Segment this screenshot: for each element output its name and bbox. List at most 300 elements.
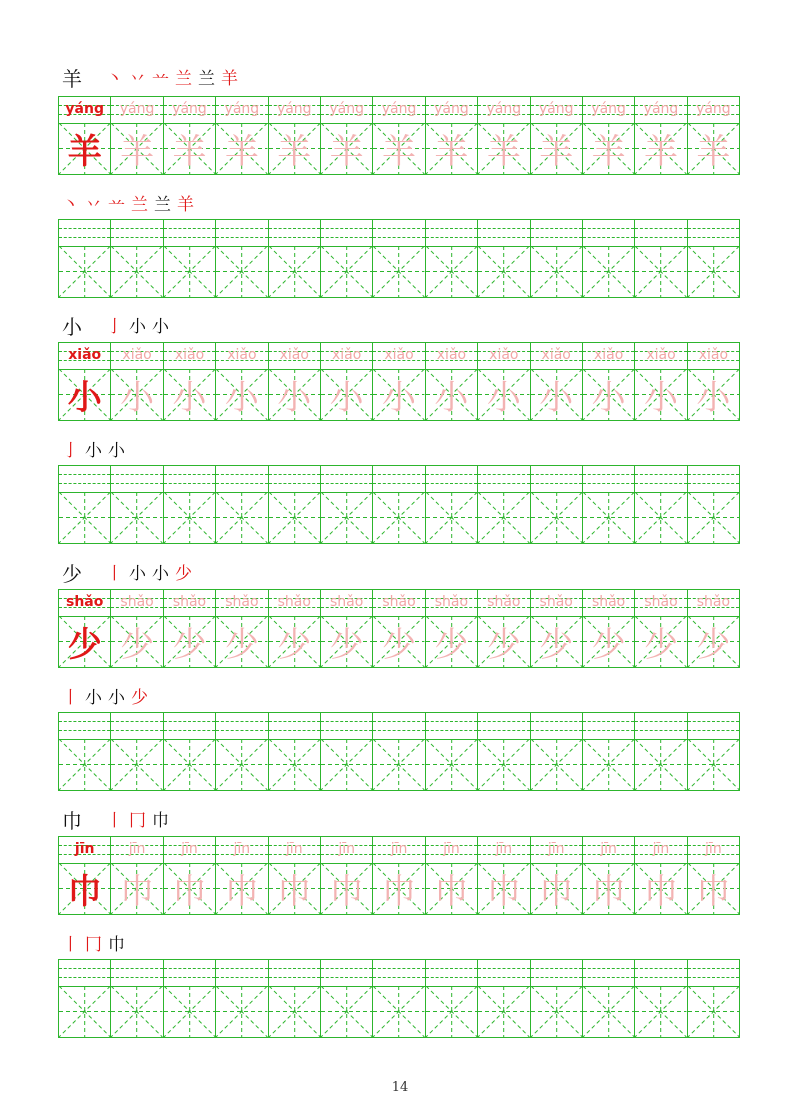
pinyin-zone	[321, 97, 372, 124]
mi-grid	[635, 369, 686, 420]
practice-grid-jin[interactable]	[58, 959, 740, 1038]
stroke-step: 冂	[85, 935, 102, 955]
mi-grid	[478, 369, 529, 420]
pinyin-trace: jīn	[233, 841, 251, 857]
tracing-cell	[426, 343, 478, 420]
pinyin-zone	[426, 343, 477, 370]
pinyin-zone	[426, 590, 477, 617]
pinyin-zone	[635, 343, 686, 370]
tracing-cell	[478, 837, 530, 914]
practice-cell[interactable]	[583, 713, 635, 790]
pinyin-trace: jīn	[495, 841, 513, 857]
pinyin-trace: shǎo	[487, 594, 521, 610]
hanzi-model: 羊	[67, 132, 102, 172]
stroke-step: 羊	[177, 195, 194, 215]
tracing-cell	[321, 837, 373, 914]
pinyin-zone	[373, 590, 424, 617]
hanzi-trace: 少	[224, 625, 259, 665]
mi-grid	[426, 986, 477, 1037]
mi-grid	[531, 616, 582, 667]
hanzi-trace: 巾	[382, 872, 417, 912]
hanzi-trace: 羊	[539, 132, 574, 172]
mi-grid	[688, 986, 739, 1037]
pinyin-zone	[426, 837, 477, 864]
pinyin-zone	[373, 837, 424, 864]
practice-cell[interactable]	[373, 466, 425, 543]
pinyin-trace: yáng	[224, 101, 260, 117]
practice-cell[interactable]	[688, 466, 739, 543]
stroke-step: 兰	[198, 69, 215, 89]
hanzi-trace: 羊	[434, 132, 469, 172]
pinyin-zone	[59, 343, 110, 370]
practice-cell[interactable]	[111, 466, 163, 543]
practice-cell[interactable]	[164, 220, 216, 297]
practice-cell[interactable]	[426, 466, 478, 543]
pinyin-zone	[164, 713, 215, 740]
mi-grid	[59, 616, 110, 667]
hanzi-model: 巾	[67, 872, 102, 912]
stroke-step: 丶	[106, 69, 123, 89]
practice-cell[interactable]	[321, 713, 373, 790]
practice-cell[interactable]	[583, 960, 635, 1037]
pinyin-trace: xiǎo	[646, 347, 676, 363]
mi-grid	[321, 986, 372, 1037]
stroke-step: 少	[131, 688, 148, 708]
hanzi-trace: 小	[224, 378, 259, 418]
pinyin-zone	[269, 713, 320, 740]
hanzi-trace: 巾	[277, 872, 312, 912]
mi-grid	[373, 739, 424, 790]
pinyin-trace: yáng	[696, 101, 731, 117]
pinyin-zone	[531, 960, 582, 987]
practice-cell[interactable]	[373, 713, 425, 790]
mi-grid	[373, 369, 424, 420]
hanzi-trace: 羊	[329, 132, 364, 172]
hanzi-trace: 少	[277, 625, 312, 665]
practice-cell[interactable]	[216, 713, 268, 790]
mi-grid	[216, 123, 267, 174]
pinyin-zone	[426, 466, 477, 493]
practice-cell[interactable]	[216, 960, 268, 1037]
pinyin-trace: shǎo	[434, 594, 469, 610]
hanzi-trace: 羊	[382, 132, 417, 172]
practice-cell[interactable]	[635, 713, 687, 790]
practice-cell[interactable]	[269, 713, 321, 790]
mi-grid	[373, 123, 424, 174]
pinyin-zone	[688, 837, 739, 864]
tracing-cell	[373, 343, 425, 420]
pinyin-zone	[59, 220, 110, 247]
pinyin-trace: yáng	[276, 101, 312, 117]
mi-grid	[531, 492, 582, 543]
practice-cell[interactable]	[688, 960, 739, 1037]
pinyin-trace: yáng	[643, 101, 679, 117]
practice-cell[interactable]	[478, 960, 530, 1037]
mi-grid	[59, 246, 110, 297]
practice-cell[interactable]	[321, 466, 373, 543]
pinyin-zone	[164, 343, 215, 370]
pinyin-trace: yáng	[381, 101, 417, 117]
pinyin-zone	[216, 590, 267, 617]
pinyin-model: xiǎo	[68, 347, 102, 363]
mi-grid	[583, 369, 634, 420]
pinyin-zone	[373, 960, 424, 987]
pinyin-trace: yáng	[434, 101, 469, 117]
mi-grid	[164, 246, 215, 297]
tracing-cell	[688, 837, 739, 914]
hanzi-trace: 少	[172, 625, 207, 665]
tracing-cell	[321, 590, 373, 667]
pinyin-zone	[216, 343, 267, 370]
mi-grid	[531, 123, 582, 174]
tracing-grid-jin	[58, 836, 740, 915]
pinyin-zone	[59, 837, 110, 864]
tracing-cell	[531, 590, 583, 667]
practice-cell[interactable]	[164, 466, 216, 543]
pinyin-zone	[635, 97, 686, 124]
tracing-grid-xiao	[58, 342, 740, 421]
stroke-step: 兰	[131, 195, 148, 215]
mi-grid	[583, 246, 634, 297]
stroke-order-practice-shao	[62, 683, 148, 709]
tracing-cell	[216, 97, 268, 174]
practice-cell[interactable]	[531, 220, 583, 297]
tracing-cell	[111, 97, 163, 174]
practice-cell[interactable]	[164, 713, 216, 790]
pinyin-zone	[478, 220, 529, 247]
mi-grid	[111, 739, 162, 790]
mi-grid	[478, 246, 529, 297]
practice-cell[interactable]	[688, 220, 739, 297]
pinyin-zone	[164, 466, 215, 493]
practice-cell[interactable]	[321, 220, 373, 297]
practice-cell[interactable]	[635, 220, 687, 297]
mi-grid	[269, 123, 320, 174]
pinyin-zone	[583, 97, 634, 124]
practice-cell[interactable]	[688, 713, 739, 790]
tracing-cell	[321, 343, 373, 420]
stroke-step: 巾	[108, 935, 125, 955]
practice-grid-xiao[interactable]	[58, 465, 740, 544]
hanzi-trace: 巾	[172, 872, 207, 912]
practice-cell[interactable]	[478, 220, 530, 297]
mi-grid	[426, 369, 477, 420]
stroke-step: 丶	[62, 195, 79, 215]
practice-cell[interactable]	[478, 466, 530, 543]
mi-grid	[269, 616, 320, 667]
mi-grid	[373, 492, 424, 543]
tracing-cell	[216, 343, 268, 420]
pinyin-trace: xiǎo	[331, 347, 362, 363]
mi-grid	[426, 863, 477, 914]
practice-cell[interactable]	[111, 960, 163, 1037]
pinyin-zone	[478, 837, 529, 864]
mi-grid	[59, 739, 110, 790]
pinyin-zone	[373, 466, 424, 493]
pinyin-zone	[583, 220, 634, 247]
pinyin-zone	[478, 713, 529, 740]
stroke-step: 小	[108, 441, 125, 461]
practice-grid-shao[interactable]	[58, 712, 740, 791]
hanzi-trace: 巾	[120, 872, 155, 912]
stroke-step: 䒑	[108, 195, 125, 215]
tracing-cell	[531, 837, 583, 914]
mi-grid	[478, 123, 529, 174]
stroke-step: 丷	[85, 195, 102, 215]
practice-cell[interactable]	[269, 466, 321, 543]
pinyin-trace: shǎo	[591, 594, 626, 610]
hanzi-trace: 少	[486, 625, 521, 665]
pinyin-trace: yáng	[486, 101, 522, 117]
practice-cell[interactable]	[321, 960, 373, 1037]
stroke-step: 丷	[129, 69, 146, 89]
mi-grid	[373, 246, 424, 297]
header-char: 巾	[62, 809, 82, 833]
practice-cell[interactable]	[373, 220, 425, 297]
mi-grid	[216, 492, 267, 543]
pinyin-zone	[478, 960, 529, 987]
mi-grid	[426, 739, 477, 790]
hanzi-trace: 巾	[591, 872, 626, 912]
tracing-cell	[111, 343, 163, 420]
pinyin-zone	[321, 220, 372, 247]
pinyin-zone	[426, 220, 477, 247]
stroke-step: 亅	[106, 317, 123, 337]
pinyin-trace: jīn	[705, 841, 722, 857]
hanzi-trace: 巾	[224, 872, 259, 912]
hanzi-trace: 小	[696, 378, 731, 418]
tracing-cell	[478, 343, 530, 420]
mi-grid	[635, 616, 686, 667]
mi-grid	[583, 616, 634, 667]
tracing-cell	[164, 343, 216, 420]
stroke-order-practice-xiao	[62, 436, 125, 462]
stroke-step: 小	[129, 317, 146, 337]
pinyin-zone	[269, 837, 320, 864]
pinyin-trace: shǎo	[172, 594, 207, 610]
practice-cell[interactable]	[216, 466, 268, 543]
page-number: 14	[391, 1080, 409, 1095]
pinyin-zone	[111, 960, 162, 987]
mi-grid	[688, 369, 739, 420]
pinyin-zone	[216, 220, 267, 247]
mi-grid	[269, 369, 320, 420]
practice-cell[interactable]	[531, 713, 583, 790]
practice-cell[interactable]	[478, 713, 530, 790]
practice-cell[interactable]	[635, 960, 687, 1037]
pinyin-zone	[373, 220, 424, 247]
mi-grid	[531, 863, 582, 914]
tracing-cell	[635, 590, 687, 667]
practice-cell[interactable]	[531, 960, 583, 1037]
pinyin-trace: jīn	[652, 841, 670, 857]
tracing-cell	[583, 97, 635, 174]
pinyin-zone	[111, 837, 162, 864]
mi-grid	[164, 369, 215, 420]
pinyin-zone	[478, 97, 529, 124]
tracing-cell	[426, 590, 478, 667]
hanzi-trace: 少	[382, 625, 417, 665]
stroke-step: 丨	[106, 811, 123, 831]
pinyin-trace: jīn	[600, 841, 617, 857]
mi-grid	[373, 863, 424, 914]
hanzi-trace: 巾	[643, 872, 678, 912]
tracing-cell	[111, 590, 163, 667]
practice-grid-yang[interactable]	[58, 219, 740, 298]
mi-grid	[688, 739, 739, 790]
mi-grid	[426, 123, 477, 174]
tracing-cell	[216, 837, 268, 914]
mi-grid	[635, 492, 686, 543]
pinyin-trace: jīn	[390, 841, 408, 857]
hanzi-trace: 羊	[643, 132, 678, 172]
hanzi-trace: 少	[539, 625, 574, 665]
pinyin-zone	[531, 590, 582, 617]
practice-cell[interactable]	[426, 220, 478, 297]
pinyin-trace: xiǎo	[698, 347, 729, 363]
hanzi-trace: 小	[277, 378, 312, 418]
hanzi-trace: 少	[643, 625, 678, 665]
hanzi-trace: 小	[486, 378, 521, 418]
tracing-cell	[373, 837, 425, 914]
stroke-step: 冂	[129, 811, 146, 831]
mi-grid	[583, 123, 634, 174]
mi-grid	[269, 246, 320, 297]
hanzi-trace: 少	[434, 625, 469, 665]
pinyin-trace: shǎo	[277, 594, 311, 610]
hanzi-trace: 巾	[329, 872, 364, 912]
hanzi-trace: 巾	[434, 872, 469, 912]
practice-cell[interactable]	[164, 960, 216, 1037]
mi-grid	[216, 863, 267, 914]
mi-grid	[164, 863, 215, 914]
practice-cell[interactable]	[635, 466, 687, 543]
tracing-cell	[635, 343, 687, 420]
mi-grid	[321, 369, 372, 420]
pinyin-zone	[111, 343, 162, 370]
pinyin-trace: xiǎo	[541, 347, 571, 363]
tracing-cell	[531, 97, 583, 174]
tracing-cell	[269, 97, 321, 174]
mi-grid	[478, 863, 529, 914]
mi-grid	[583, 492, 634, 543]
practice-cell[interactable]	[373, 960, 425, 1037]
pinyin-zone	[635, 220, 686, 247]
hanzi-trace: 羊	[120, 132, 155, 172]
mi-grid	[164, 986, 215, 1037]
pinyin-model: shǎo	[66, 594, 104, 610]
pinyin-zone	[164, 97, 215, 124]
tracing-cell	[59, 837, 111, 914]
practice-cell[interactable]	[583, 466, 635, 543]
pinyin-trace: shǎo	[329, 594, 364, 610]
pinyin-zone	[531, 343, 582, 370]
practice-cell[interactable]	[111, 713, 163, 790]
pinyin-zone	[531, 97, 582, 124]
pinyin-trace: shǎo	[644, 594, 678, 610]
pinyin-zone	[111, 590, 162, 617]
mi-grid	[688, 246, 739, 297]
tracing-cell	[583, 837, 635, 914]
pinyin-zone	[688, 97, 739, 124]
mi-grid	[216, 246, 267, 297]
pinyin-trace: xiǎo	[384, 347, 414, 363]
tracing-cell	[635, 837, 687, 914]
hanzi-trace: 羊	[591, 132, 626, 172]
tracing-cell	[321, 97, 373, 174]
mi-grid	[164, 123, 215, 174]
pinyin-zone	[216, 466, 267, 493]
pinyin-zone	[59, 97, 110, 124]
pinyin-zone	[216, 97, 267, 124]
practice-cell[interactable]	[59, 466, 111, 543]
pinyin-zone	[321, 343, 372, 370]
hanzi-trace: 少	[329, 625, 364, 665]
mi-grid	[531, 246, 582, 297]
hanzi-trace: 少	[591, 625, 626, 665]
hanzi-trace: 巾	[486, 872, 521, 912]
tracing-cell	[688, 590, 739, 667]
mi-grid	[478, 616, 529, 667]
mi-grid	[583, 986, 634, 1037]
pinyin-zone	[531, 466, 582, 493]
tracing-cell	[269, 837, 321, 914]
tracing-cell	[111, 837, 163, 914]
practice-cell[interactable]	[59, 220, 111, 297]
pinyin-trace: xiǎo	[122, 347, 152, 363]
practice-cell[interactable]	[216, 220, 268, 297]
stroke-step: 小	[85, 688, 102, 708]
stroke-step: 丨	[106, 564, 123, 584]
practice-cell[interactable]	[426, 960, 478, 1037]
hanzi-trace: 小	[539, 378, 574, 418]
practice-cell[interactable]	[269, 220, 321, 297]
stroke-step: 巾	[152, 811, 169, 831]
practice-cell[interactable]	[583, 220, 635, 297]
pinyin-zone	[635, 960, 686, 987]
header-char: 小	[62, 315, 82, 339]
mi-grid	[321, 492, 372, 543]
practice-cell[interactable]	[531, 466, 583, 543]
pinyin-zone	[164, 960, 215, 987]
pinyin-trace: yáng	[538, 101, 574, 117]
practice-cell[interactable]	[269, 960, 321, 1037]
practice-cell[interactable]	[111, 220, 163, 297]
pinyin-trace: xiǎo	[279, 347, 309, 363]
stroke-order-header-shao	[62, 559, 192, 585]
tracing-cell	[583, 343, 635, 420]
practice-cell[interactable]	[426, 713, 478, 790]
pinyin-trace: xiǎo	[436, 347, 467, 363]
mi-grid	[111, 986, 162, 1037]
pinyin-zone	[635, 713, 686, 740]
tracing-cell	[688, 97, 739, 174]
stroke-step: 少	[175, 564, 192, 584]
pinyin-zone	[321, 960, 372, 987]
practice-cell[interactable]	[59, 960, 111, 1037]
stroke-step: 羊	[221, 69, 238, 89]
tracing-cell	[59, 97, 111, 174]
pinyin-trace: xiǎo	[174, 347, 205, 363]
mi-grid	[269, 986, 320, 1037]
pinyin-zone	[583, 590, 634, 617]
hanzi-model: 少	[67, 625, 102, 665]
mi-grid	[635, 246, 686, 297]
practice-cell[interactable]	[59, 713, 111, 790]
pinyin-zone	[583, 343, 634, 370]
mi-grid	[321, 246, 372, 297]
mi-grid	[216, 986, 267, 1037]
